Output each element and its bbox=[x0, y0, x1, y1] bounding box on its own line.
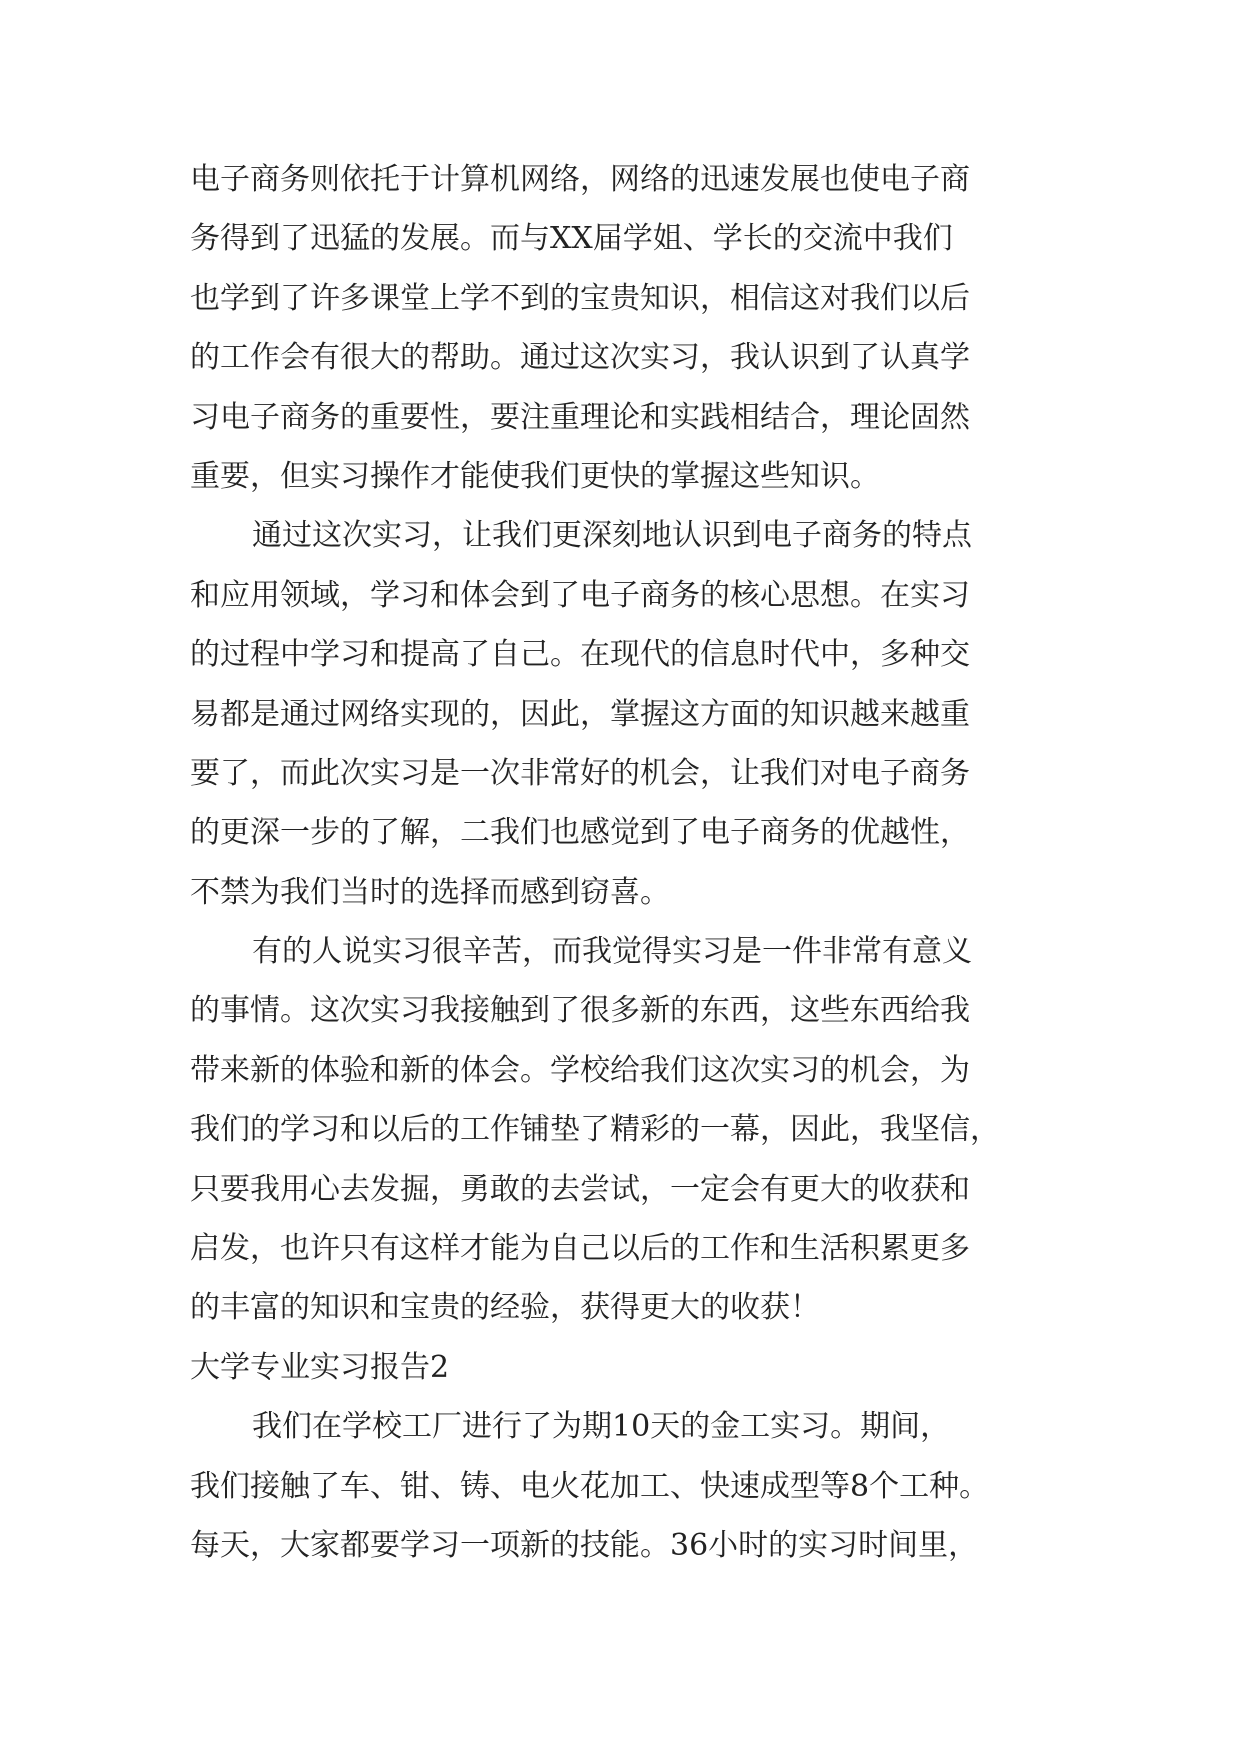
paragraph-line: 也学到了许多课堂上学不到的宝贵知识，相信这对我们以后 bbox=[190, 280, 970, 316]
paragraph-line: 不禁为我们当时的选择而感到窃喜。 bbox=[190, 874, 670, 910]
paragraph-line: 有的人说实习很辛苦，而我觉得实习是一件非常有意义 bbox=[252, 934, 972, 970]
paragraph-line: 的工作会有很大的帮助。通过这次实习，我认识到了认真学 bbox=[190, 340, 970, 376]
document-body bbox=[190, 150, 1060, 1575]
paragraph-line: 的丰富的知识和宝贵的经验，获得更大的收获！ bbox=[190, 1290, 820, 1326]
paragraph-line: 带来新的体验和新的体会。学校给我们这次实习的机会，为 bbox=[190, 1052, 970, 1088]
paragraph-line: 易都是通过网络实现的，因此，掌握这方面的知识越来越重 bbox=[190, 696, 970, 732]
paragraph-line: 习电子商务的重要性，要注重理论和实践相结合，理论固然 bbox=[190, 399, 970, 435]
paragraph-line: 电子商务则依托于计算机网络，网络的迅速发展也使电子商 bbox=[190, 162, 970, 197]
paragraph-line: 我们的学习和以后的工作铺垫了精彩的一幕，因此，我坚信， bbox=[190, 1112, 1000, 1148]
paragraph-line: 只要我用心去发掘，勇敢的去尝试，一定会有更大的收获和 bbox=[190, 1171, 970, 1207]
paragraph-line: 启发，也许只有这样才能为自己以后的工作和生活积累更多 bbox=[190, 1231, 970, 1267]
paragraph-line: 和应用领域，学习和体会到了电子商务的核心思想。在实习 bbox=[190, 577, 970, 613]
paragraph-line: 务得到了迅猛的发展。而与XX届学姐、学长的交流中我们 bbox=[190, 221, 953, 257]
paragraph-line: 通过这次实习，让我们更深刻地认识到电子商务的特点 bbox=[252, 518, 972, 554]
paragraph-line: 我们在学校工厂进行了为期10天的金工实习。期间， bbox=[252, 1409, 951, 1445]
paragraph-line: 我们接触了车、钳、铸、电火花加工、快速成型等8个工种。 bbox=[190, 1468, 990, 1504]
section-heading: 大学专业实习报告2 bbox=[190, 1349, 450, 1385]
paragraph-line: 每天，大家都要学习一项新的技能。36小时的实习时间里， bbox=[190, 1527, 979, 1563]
paragraph-line: 要了，而此次实习是一次非常好的机会，让我们对电子商务 bbox=[190, 755, 970, 791]
paragraph-line: 的事情。这次实习我接触到了很多新的东西，这些东西给我 bbox=[190, 993, 970, 1029]
paragraph-line: 重要，但实习操作才能使我们更快的掌握这些知识。 bbox=[190, 458, 880, 494]
paragraph-line: 的过程中学习和提高了自己。在现代的信息时代中，多种交 bbox=[190, 637, 970, 673]
paragraph-line: 的更深一步的了解，二我们也感觉到了电子商务的优越性， bbox=[190, 815, 970, 851]
